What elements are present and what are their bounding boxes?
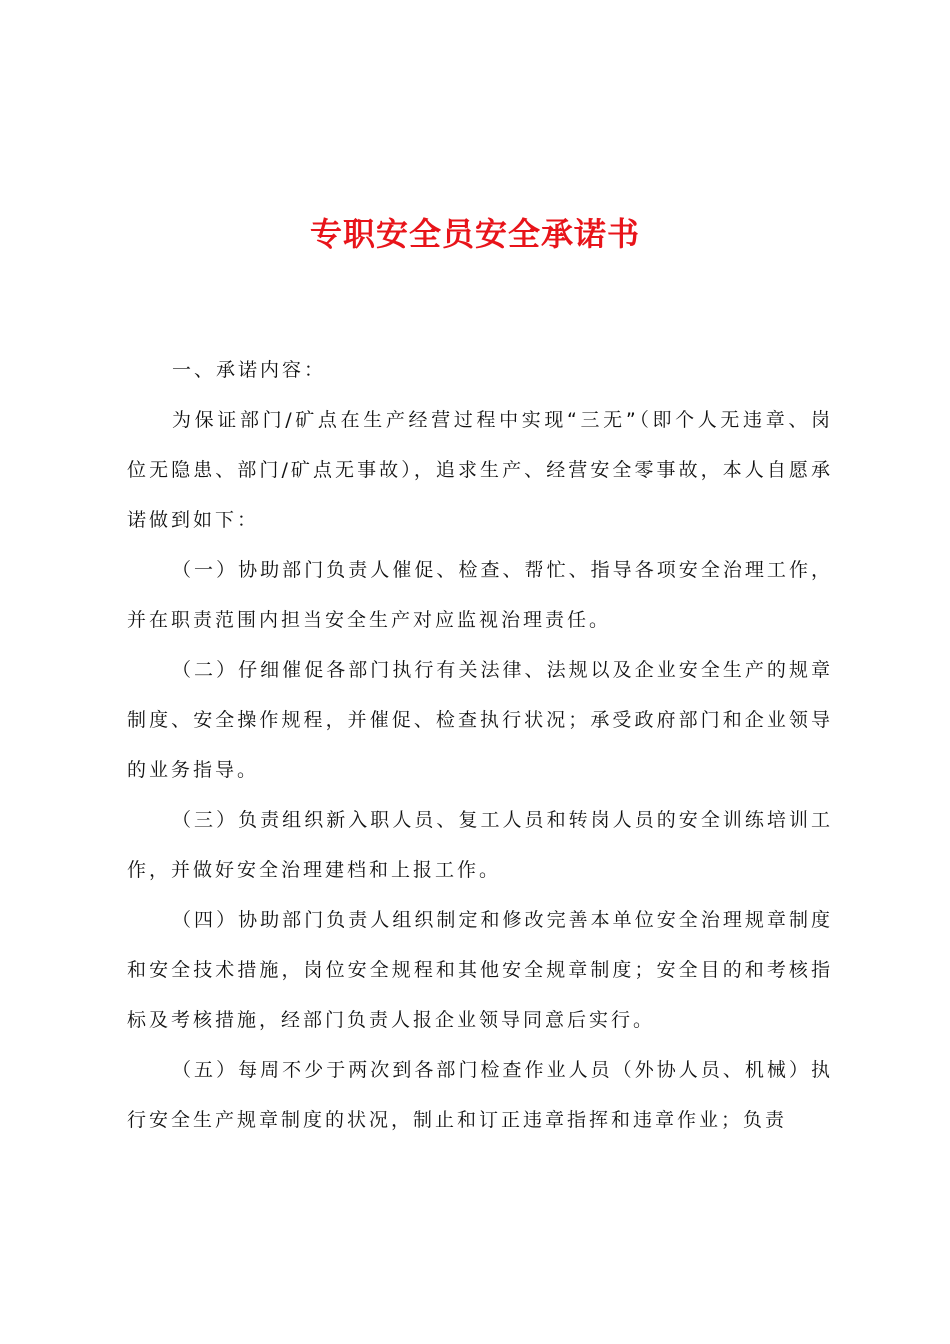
paragraph-item-2: （二）仔细催促各部门执行有关法律、法规以及企业安全生产的规章制度、安全操作规程，并催促、检查执行状况；承受政府部门和企业领导的业务指导。 bbox=[127, 659, 833, 781]
paragraph-item-3: （三）负责组织新入职人员、复工人员和转岗人员的安全训练培训工作，并做好安全治理建档和上报工作。 bbox=[127, 809, 833, 881]
paragraph-item-4: （四）协助部门负责人组织制定和修改完善本单位安全治理规章制度和安全技术措施，岗位安全规程和其他安全规章制度；安全目的和考核指标及考核措施，经部门负责人报企业领导同意后实行。 bbox=[127, 909, 833, 1031]
section-heading: 一、承诺内容： bbox=[172, 359, 327, 381]
document-body bbox=[127, 345, 833, 1145]
paragraph-intro: 为保证部门/矿点在生产经营过程中实现“三无”（即个人无违章、岗位无隐患、部门/矿点无事故），追求生产、经营安全零事故，本人自愿承诺做到如下： bbox=[127, 409, 833, 531]
document-title: 专职安全员安全承诺书 bbox=[309, 215, 640, 253]
paragraph-item-1: （一）协助部门负责人催促、检查、帮忙、指导各项安全治理工作，并在职责范围内担当安全生产对应监视治理责任。 bbox=[127, 559, 833, 631]
paragraph-item-5: （五）每周不少于两次到各部门检查作业人员（外协人员、机械）执行安全生产规章制度的状况，制止和订正违章指挥和违章作业；负责 bbox=[127, 1059, 833, 1131]
